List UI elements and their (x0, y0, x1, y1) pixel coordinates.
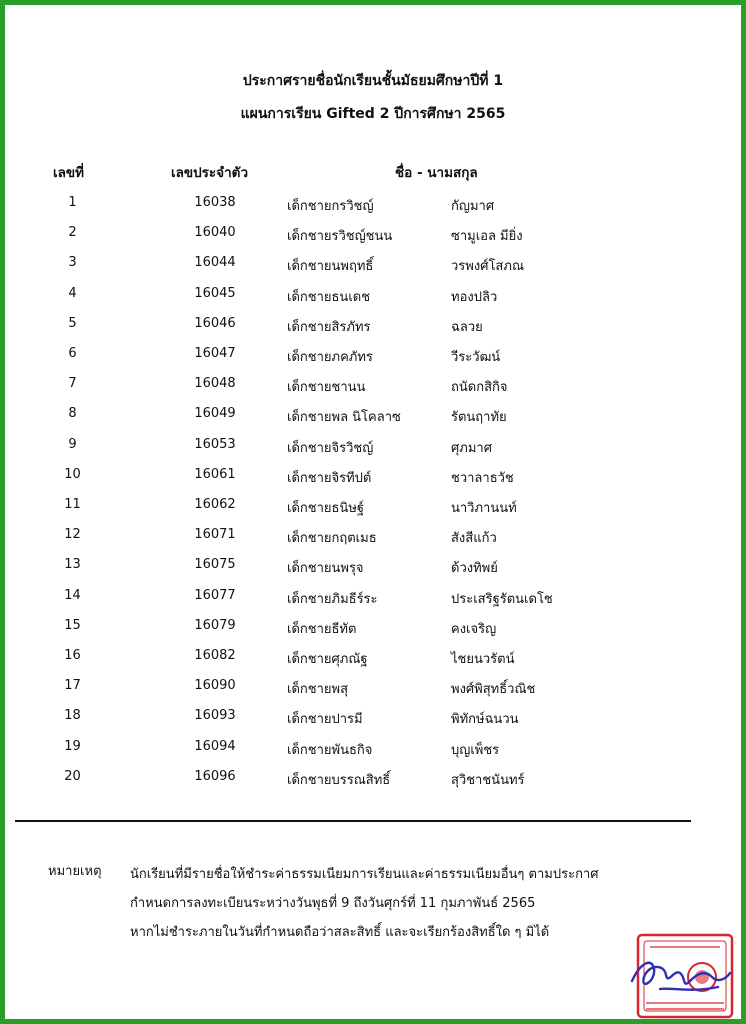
row-number: 2 (68, 225, 77, 241)
note-label: หมายเหตุ (48, 864, 102, 879)
student-first-name: เด็กชายภิมธีร์ระ (287, 591, 378, 607)
table-row (5, 406, 741, 436)
row-number: 15 (64, 617, 81, 633)
student-last-name: ฉลวย (451, 319, 483, 335)
student-id: 16061 (194, 466, 236, 482)
student-last-name: ซามูเอล มียิ่ง (451, 229, 523, 245)
table-row (5, 467, 741, 497)
student-id: 16062 (194, 497, 236, 512)
column-header-student-id: เลขประจำตัว (171, 165, 249, 181)
student-first-name: เด็กชายบรรณสิทธิ์ (287, 772, 391, 788)
student-last-name: สุวิชาชนันทร์ (451, 772, 525, 788)
student-id: 16071 (194, 527, 236, 543)
student-first-name: เด็กชายนพฤทธิ์ (287, 259, 374, 275)
student-last-name: ไชยนวรัตน์ (451, 652, 515, 667)
table-row (5, 739, 741, 769)
table-row (5, 195, 741, 225)
student-id: 16096 (194, 768, 236, 784)
table-row (5, 376, 741, 406)
row-number: 14 (64, 587, 81, 603)
student-last-name: ด้วงทิพย์ (451, 561, 498, 577)
student-last-name: วีระวัฒน์ (451, 350, 501, 365)
student-first-name: เด็กชายศุภณัฐ (287, 652, 368, 667)
student-last-name: ชวาลาธวัช (451, 470, 514, 486)
student-id: 16053 (194, 436, 236, 452)
row-number: 11 (64, 497, 81, 512)
student-first-name: เด็กชายพันธกิจ (287, 742, 373, 758)
student-last-name: บุญเพ็ชร (451, 742, 500, 758)
row-number: 8 (68, 406, 77, 422)
student-id: 16093 (194, 708, 236, 724)
column-header-number: เลขที่ (53, 165, 85, 181)
document-page (5, 5, 741, 1019)
student-first-name: เด็กชายพสุ (287, 682, 349, 698)
student-id: 16079 (194, 617, 236, 633)
student-first-name: เด็กชายธนเดช (287, 289, 371, 305)
student-id: 16048 (194, 376, 236, 392)
student-last-name: ถนัดกสิกิจ (451, 380, 508, 396)
table-row (5, 708, 741, 738)
student-last-name: นาวิภานนท์ (451, 501, 517, 516)
row-number: 9 (68, 436, 77, 452)
row-number: 1 (68, 195, 77, 210)
student-first-name: เด็กชายปารมี (287, 712, 363, 728)
row-number: 7 (68, 376, 77, 392)
table-row (5, 497, 741, 527)
divider-line (15, 820, 691, 822)
student-id: 16090 (194, 678, 236, 694)
row-number: 4 (68, 285, 77, 301)
school-stamp-signature (630, 933, 735, 1019)
row-number: 13 (64, 557, 81, 573)
table-row (5, 769, 741, 799)
row-number: 10 (64, 466, 81, 482)
student-last-name: ประเสริฐรัตนเดโช (451, 591, 553, 607)
row-number: 12 (64, 527, 81, 543)
student-id: 16046 (194, 315, 236, 331)
student-last-name: ศุภมาศ (451, 440, 492, 456)
table-row (5, 527, 741, 557)
student-first-name: เด็กชายกรวิชญ์ (287, 199, 374, 214)
student-first-name: เด็กชายชานน (287, 380, 366, 396)
student-last-name: สังสีแก้ว (451, 531, 497, 547)
note-line: กำหนดการลงทะเบียนระหว่างวันพุธที่ 9 ถึงวันศุกร์ที่ 11 กุมภาพันธ์ 2565 (130, 896, 536, 911)
student-id: 16045 (194, 285, 236, 301)
table-row (5, 225, 741, 255)
row-number: 18 (64, 708, 81, 724)
student-first-name: เด็กชายนพรุจ (287, 561, 364, 577)
student-id: 16044 (194, 255, 236, 271)
student-last-name: ทองปลิว (451, 289, 498, 305)
table-row (5, 678, 741, 708)
document-title-line1: ประกาศรายชื่อนักเรียนชั้นมัธยมศึกษาปีที่ 1 (242, 73, 504, 89)
student-id: 16038 (194, 195, 236, 210)
student-last-name: พิทักษ์ฉนวน (451, 712, 519, 728)
document-title-line2: แผนการเรียน Gifted 2 ปีการศึกษา 2565 (240, 106, 506, 122)
row-number: 5 (68, 315, 77, 331)
column-header-name: ชื่อ - นามสกุล (395, 165, 478, 181)
table-row (5, 316, 741, 346)
table-row (5, 588, 741, 618)
student-last-name: คงเจริญ (451, 621, 497, 637)
row-number: 20 (64, 768, 81, 784)
student-first-name: เด็กชายธนิษฐ์ (287, 501, 365, 516)
student-first-name: เด็กชายธีทัต (287, 621, 357, 637)
student-first-name: เด็กชายพล นิโคลาซ (287, 410, 401, 426)
student-last-name: พงศ์พิสุทธิ์วณิช (451, 682, 536, 698)
table-row (5, 286, 741, 316)
table-row (5, 648, 741, 678)
student-first-name: เด็กชายภคภัทร (287, 350, 373, 365)
table-row (5, 255, 741, 285)
student-first-name: เด็กชายรวิชญ์ชนน (287, 229, 393, 245)
student-id: 16049 (194, 406, 236, 422)
table-row (5, 618, 741, 648)
student-id: 16077 (194, 587, 236, 603)
table-row (5, 557, 741, 587)
student-last-name: วรพงศ์โสภณ (451, 259, 524, 275)
student-first-name: เด็กชายจิรทีปต์ (287, 470, 372, 486)
student-id: 16075 (194, 557, 236, 573)
stamp-inner-border-icon (644, 941, 726, 1011)
row-number: 16 (64, 648, 81, 663)
table-row (5, 437, 741, 467)
student-last-name: กัญมาศ (451, 199, 495, 214)
table-row (5, 346, 741, 376)
student-id: 16094 (194, 738, 236, 754)
student-id: 16040 (194, 225, 236, 241)
student-id: 16047 (194, 346, 236, 361)
row-number: 17 (64, 678, 81, 694)
student-first-name: เด็กชายกฤตเมธ (287, 531, 377, 547)
student-id: 16082 (194, 648, 236, 663)
student-last-name: รัตนฤาทัย (451, 410, 507, 426)
student-first-name: เด็กชายสิรภัทร (287, 319, 371, 335)
row-number: 19 (64, 738, 81, 754)
row-number: 6 (68, 346, 77, 361)
row-number: 3 (68, 255, 77, 271)
note-line: นักเรียนที่มีรายชื่อให้ชำระค่าธรรมเนียมการเรียนและค่าธรรมเนียมอื่นๆ ตามประกาศ (130, 867, 599, 882)
note-line: หากไม่ชำระภายในวันที่กำหนดถือว่าสละสิทธิ์ และจะเรียกร้องสิทธิ์ใด ๆ มิได้ (130, 925, 550, 940)
student-first-name: เด็กชายจิรวิชญ์ (287, 440, 374, 456)
